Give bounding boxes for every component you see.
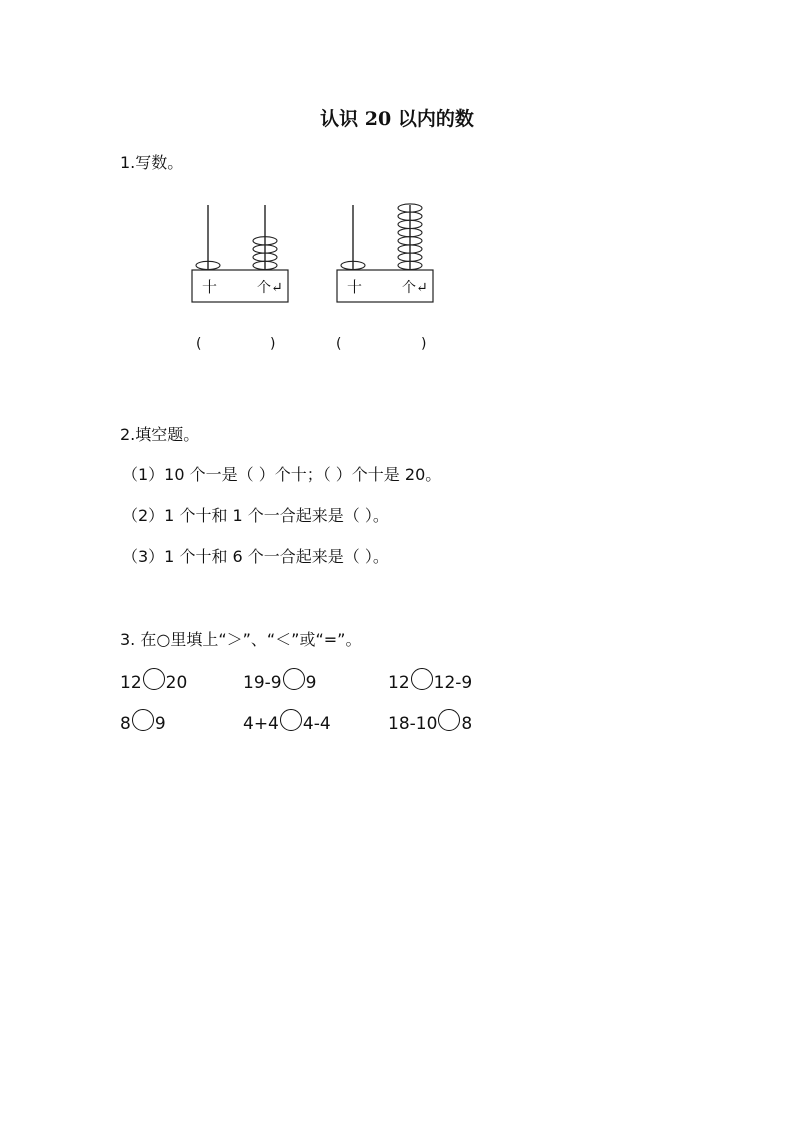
compare-item xyxy=(120,713,166,735)
circle-blank[interactable] xyxy=(143,668,165,690)
circle-blank[interactable] xyxy=(280,709,302,731)
abacus-1 xyxy=(192,205,288,302)
fill-blank-item-3: （3）1 个十和 6 个一合起来是（ ）。 xyxy=(122,547,389,566)
abacus-group xyxy=(185,200,445,310)
compare-left: 12 xyxy=(120,673,142,693)
compare-item xyxy=(243,713,331,735)
circle-blank[interactable] xyxy=(132,709,154,731)
abacus-tens-label: 十 xyxy=(202,278,218,296)
compare-right: 20 xyxy=(165,673,188,693)
page-title: 认识 20 以内的数 xyxy=(320,108,474,130)
fill-blank-item-1: （1）10 个一是（ ）个十；（ ）个十是 20。 xyxy=(122,465,442,484)
compare-right: 12-9 xyxy=(433,673,473,693)
compare-left: 12 xyxy=(388,673,410,693)
abacus-tens-label: 十 xyxy=(347,278,363,296)
circle-blank[interactable] xyxy=(438,709,460,731)
question-2-heading: 2.填空题。 xyxy=(120,425,200,444)
compare-right: 4-4 xyxy=(302,714,331,734)
question-3-heading: 3. 在○里填上“＞”、“＜”或“=”。 xyxy=(120,630,362,649)
compare-left: 18-10 xyxy=(388,714,438,734)
answer-paren-open-1: ( xyxy=(196,336,202,352)
compare-item xyxy=(388,672,472,694)
compare-item xyxy=(243,672,316,694)
compare-right: 9 xyxy=(154,714,166,734)
answer-paren-open-2: ( xyxy=(336,336,342,352)
fill-blank-item-2: （2）1 个十和 1 个一合起来是（ ）。 xyxy=(122,506,389,525)
compare-right: 9 xyxy=(305,673,317,693)
answer-paren-close-1: ) xyxy=(270,336,276,352)
abacus-ones-label: 个↵ xyxy=(257,280,283,296)
abacus-ones-label: 个↵ xyxy=(402,280,428,296)
compare-right: 8 xyxy=(461,714,473,734)
question-1-heading: 1.写数。 xyxy=(120,153,184,172)
compare-left: 19-9 xyxy=(243,673,282,693)
circle-blank[interactable] xyxy=(283,668,305,690)
answer-paren-close-2: ) xyxy=(421,336,427,352)
compare-left: 8 xyxy=(120,714,131,734)
compare-item xyxy=(388,713,472,735)
compare-left: 4+4 xyxy=(243,714,279,734)
circle-blank[interactable] xyxy=(411,668,433,690)
compare-item xyxy=(120,672,187,694)
abacus-2 xyxy=(337,204,433,302)
